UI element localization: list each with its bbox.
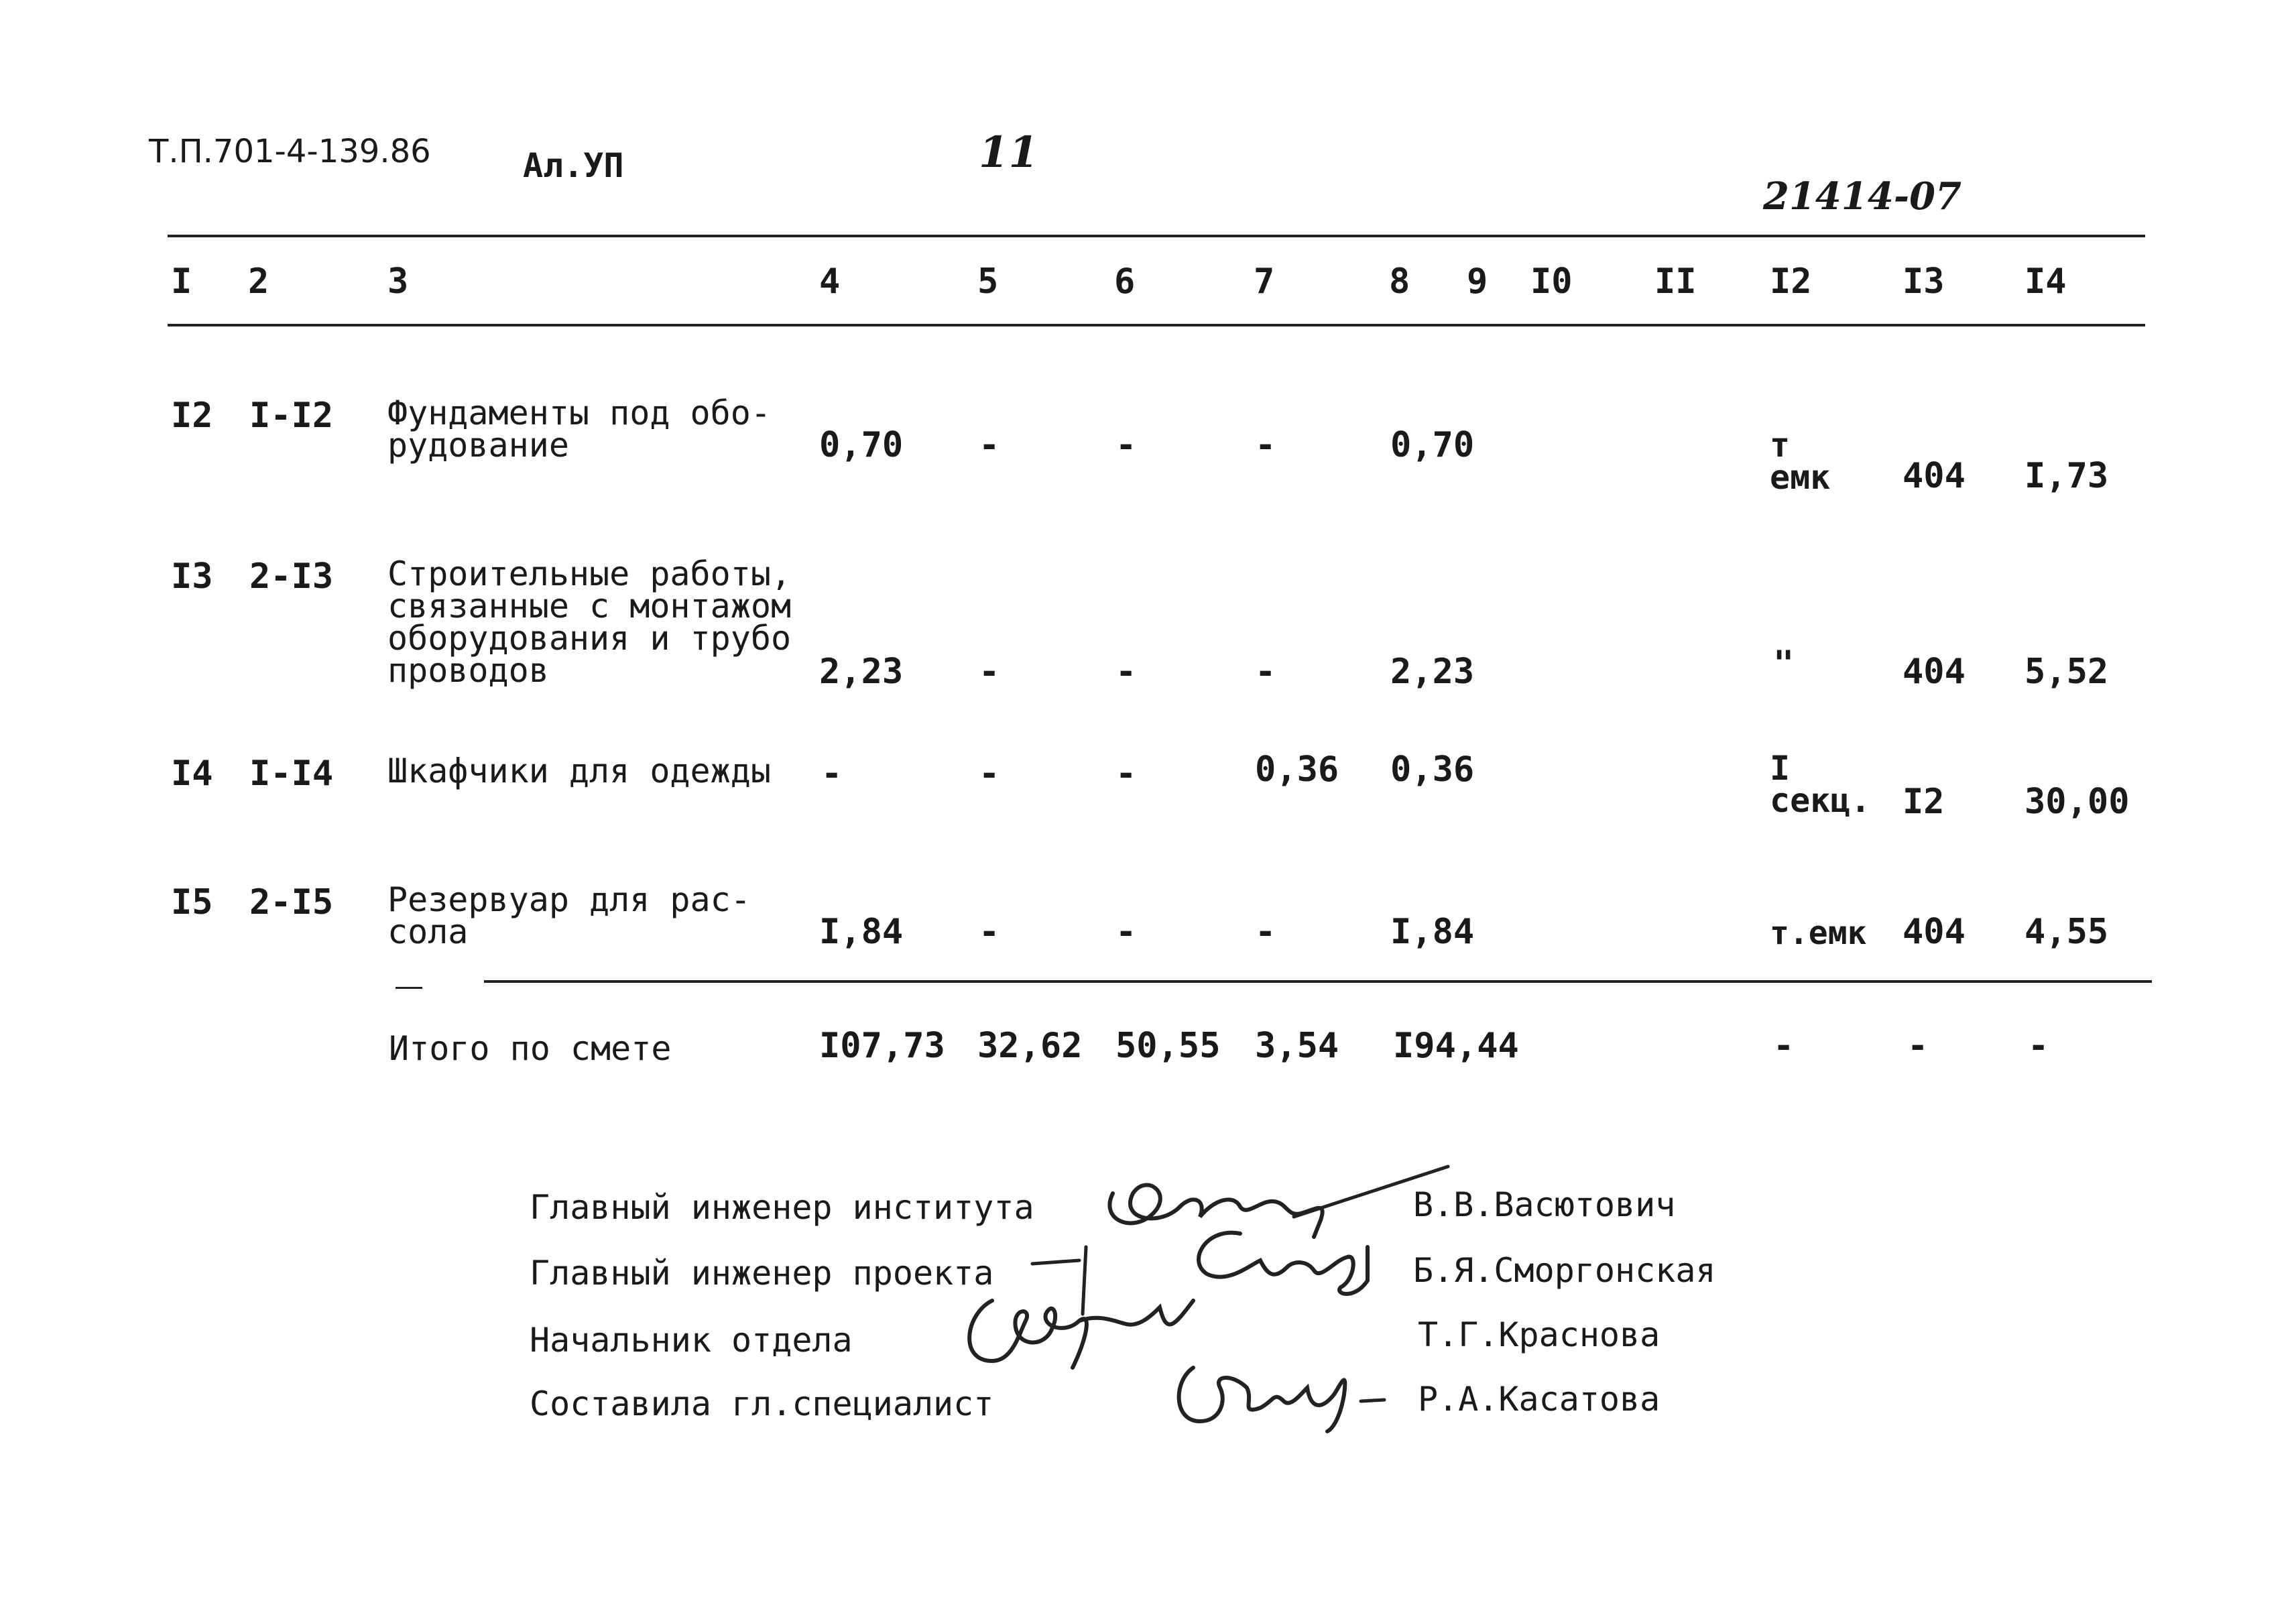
inventory-number: 21414-07	[1763, 174, 1961, 219]
album-number: Ал.УП	[523, 146, 624, 185]
row-number: I5	[171, 882, 213, 922]
col-num-6: 6	[1114, 261, 1136, 302]
row-col4: I,84	[819, 912, 904, 952]
total-col7: 3,54	[1255, 1026, 1339, 1066]
row-col6: -	[1115, 652, 1137, 692]
row-col4: 0,70	[819, 425, 904, 465]
handwritten-signature-4	[1166, 1354, 1394, 1435]
row-col13: I2	[1902, 782, 1945, 822]
row-col7: -	[1255, 912, 1276, 952]
total-col13: -	[1907, 1026, 1929, 1066]
row-number: I4	[171, 754, 213, 794]
col-num-2: 2	[248, 261, 269, 302]
signature-role: Главный инженер проекта	[530, 1254, 994, 1293]
table-header-rule	[168, 324, 2145, 326]
table-top-rule	[168, 235, 2145, 237]
signature-name: Т.Г.Краснова	[1418, 1315, 1660, 1354]
signature-role: Составила гл.специалист	[530, 1384, 994, 1423]
total-rule-dash	[396, 987, 422, 989]
row-col7: -	[1255, 652, 1276, 692]
row-reference: I-I4	[249, 754, 334, 794]
row-col13: 404	[1902, 456, 1966, 496]
row-col8: 0,36	[1390, 750, 1475, 790]
row-col4: -	[821, 754, 843, 794]
row-reference: 2-I5	[249, 882, 334, 922]
row-col8: 2,23	[1390, 652, 1475, 692]
row-col5: -	[979, 754, 1000, 794]
row-unit: "	[1773, 644, 1795, 684]
total-col14: -	[2028, 1026, 2049, 1066]
row-col6: -	[1115, 912, 1137, 952]
total-col4: I07,73	[819, 1026, 945, 1066]
total-rule	[484, 980, 2152, 983]
row-unit: I секц.	[1770, 749, 1871, 820]
col-num-12: I2	[1770, 261, 1812, 302]
signature-name: В.В.Васютович	[1413, 1185, 1676, 1224]
col-num-7: 7	[1254, 261, 1275, 302]
row-col7: 0,36	[1255, 750, 1339, 790]
col-num-5: 5	[977, 261, 999, 302]
row-number: I3	[171, 556, 213, 597]
total-col12: -	[1773, 1026, 1795, 1066]
row-description: Строительные работы, связанные с монтажом оборудования и трубо проводов	[387, 554, 792, 690]
row-reference: 2-I3	[249, 556, 334, 597]
row-col4: 2,23	[819, 652, 904, 692]
col-num-14: I4	[2025, 261, 2067, 302]
row-unit: т емк	[1770, 426, 1831, 497]
row-description: Резервуар для рас- сола	[387, 880, 751, 951]
col-num-9: 9	[1467, 261, 1488, 302]
row-description: Шкафчики для одежды	[387, 752, 771, 790]
row-col8: 0,70	[1390, 425, 1475, 465]
total-col6: 50,55	[1115, 1026, 1221, 1066]
row-col13: 404	[1902, 652, 1966, 692]
col-num-4: 4	[819, 261, 841, 302]
row-col5: -	[979, 912, 1000, 952]
total-col5: 32,62	[977, 1026, 1083, 1066]
col-num-11: II	[1654, 261, 1697, 302]
row-col6: -	[1115, 425, 1137, 465]
row-col5: -	[979, 652, 1000, 692]
row-col14: 4,55	[2025, 912, 2109, 952]
total-col8: I94,44	[1393, 1026, 1519, 1066]
signature-role: Главный инженер института	[530, 1188, 1034, 1227]
row-description: Фундаменты под обо- рудование	[387, 394, 771, 465]
row-col7: -	[1255, 425, 1276, 465]
col-num-1: I	[171, 261, 192, 302]
row-number: I2	[171, 396, 213, 436]
doc-code: Т.П.701-4-139.86	[149, 133, 431, 170]
col-num-8: 8	[1389, 261, 1410, 302]
page-number: 11	[979, 127, 1039, 178]
row-col13: 404	[1902, 912, 1966, 952]
col-num-3: 3	[387, 261, 409, 302]
row-col8: I,84	[1390, 912, 1475, 952]
row-col6: -	[1115, 754, 1137, 794]
row-reference: I-I2	[249, 396, 334, 436]
total-label: Итого по смете	[389, 1029, 672, 1068]
col-num-13: I3	[1902, 261, 1945, 302]
signature-name: Р.А.Касатова	[1418, 1380, 1660, 1419]
col-num-10: I0	[1530, 261, 1573, 302]
signature-name: Б.Я.Сморгонская	[1413, 1251, 1716, 1290]
row-unit: т.емк	[1770, 914, 1867, 952]
row-col5: -	[979, 425, 1000, 465]
row-col14: 5,52	[2025, 652, 2109, 692]
row-col14: 30,00	[2025, 782, 2130, 822]
row-col14: I,73	[2025, 456, 2109, 496]
signature-role: Начальник отдела	[530, 1321, 853, 1360]
